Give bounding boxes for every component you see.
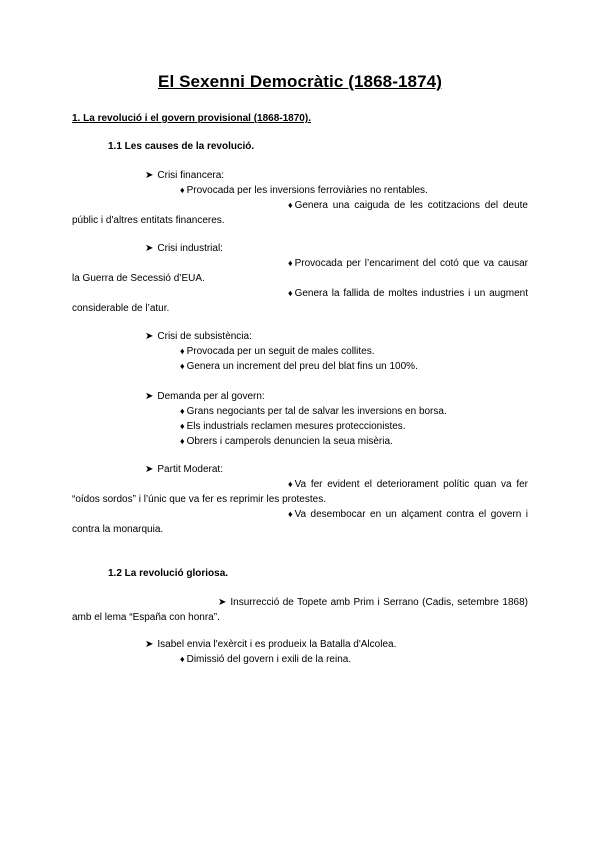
list-item: ♦ Els industrials reclamen mesures proteccionistes. [180, 421, 406, 432]
arrow-bullet-icon: ➤ [145, 391, 154, 402]
point-batalla-alcolea [72, 637, 528, 667]
group-demanda-govern [72, 389, 528, 449]
list-item: ♦ Provocada per les inversions ferroviàries no rentables. [180, 185, 428, 196]
list-item-label: ➤ Crisi de subsistència: [145, 331, 252, 342]
diamond-bullet-icon: ♦ [180, 406, 185, 416]
list-item-label: ➤ Crisi financera: [145, 170, 225, 181]
list-item: ♦ Genera la fallida de moltes industries i un augment considerable de l’atur. [72, 288, 528, 314]
list-item: ♦ Obrers i camperols denuncien la seua misèria. [180, 436, 393, 447]
document-title: El Sexenni Democràtic (1868-1874) [158, 72, 442, 91]
list-item: ♦ Va desembocar en un alçament contra el govern i contra la monarquia. [72, 509, 528, 535]
section-1-2-heading: 1.2 La revolució gloriosa. [108, 568, 229, 579]
list-item: ♦ Dimissió del govern i exili de la reina. [180, 654, 352, 665]
group-crisi-financera [72, 168, 528, 228]
section-1-1-heading: 1.1 Les causes de la revolució. [108, 141, 255, 152]
arrow-bullet-icon: ➤ [218, 597, 227, 608]
diamond-bullet-icon: ♦ [180, 436, 185, 446]
diamond-bullet-icon: ♦ [288, 288, 293, 298]
diamond-bullet-icon: ♦ [180, 185, 185, 195]
group-crisi-subsistencia [72, 329, 528, 374]
diamond-bullet-icon: ♦ [288, 200, 293, 210]
group-crisi-industrial [72, 241, 528, 316]
diamond-bullet-icon: ♦ [180, 346, 185, 356]
diamond-bullet-icon: ♦ [180, 421, 185, 431]
arrow-bullet-icon: ➤ [145, 464, 154, 475]
diamond-bullet-icon: ♦ [288, 509, 293, 519]
group-partit-moderat [72, 462, 528, 537]
list-item-label: ➤ Isabel envia l'exèrcit i es produeix la Batalla d'Alcolea. [145, 639, 397, 650]
diamond-bullet-icon: ♦ [288, 479, 293, 489]
list-item: ♦ Genera una caiguda de les cotitzacions del deute públic i d'altres entitats financeres. [72, 200, 528, 226]
list-item: ➤ Insurrecció de Topete amb Prim i Serrano (Cadis, setembre 1868) amb el lema “España con honra”. [72, 597, 528, 623]
arrow-bullet-icon: ➤ [145, 639, 154, 650]
list-item: ♦ Provocada per un seguit de males collites. [180, 346, 375, 357]
point-insurreccio [72, 595, 528, 625]
section-1-heading: 1. La revolució i el govern provisional (1868-1870). [72, 113, 311, 124]
list-item-label: ➤ Crisi industrial: [145, 243, 223, 254]
list-item-label: ➤ Demanda per al govern: [145, 391, 265, 402]
list-item: ♦ Provocada per l’encariment del cotó que va causar la Guerra de Secessió d’EUA. [72, 258, 528, 284]
diamond-bullet-icon: ♦ [180, 654, 185, 664]
arrow-bullet-icon: ➤ [145, 170, 154, 181]
diamond-bullet-icon: ♦ [288, 258, 293, 268]
list-item: ♦ Va fer evident el deteriorament polític quan va fer “oídos sordos” i l’únic que va fer es reprimir les protestes. [72, 479, 528, 505]
diamond-bullet-icon: ♦ [180, 361, 185, 371]
list-item-label: ➤ Partit Moderat: [145, 464, 223, 475]
list-item: ♦ Genera un increment del preu del blat fins un 100%. [180, 361, 418, 372]
arrow-bullet-icon: ➤ [145, 331, 154, 342]
list-item: ♦ Grans negociants per tal de salvar les inversions en borsa. [180, 406, 447, 417]
arrow-bullet-icon: ➤ [145, 243, 154, 254]
